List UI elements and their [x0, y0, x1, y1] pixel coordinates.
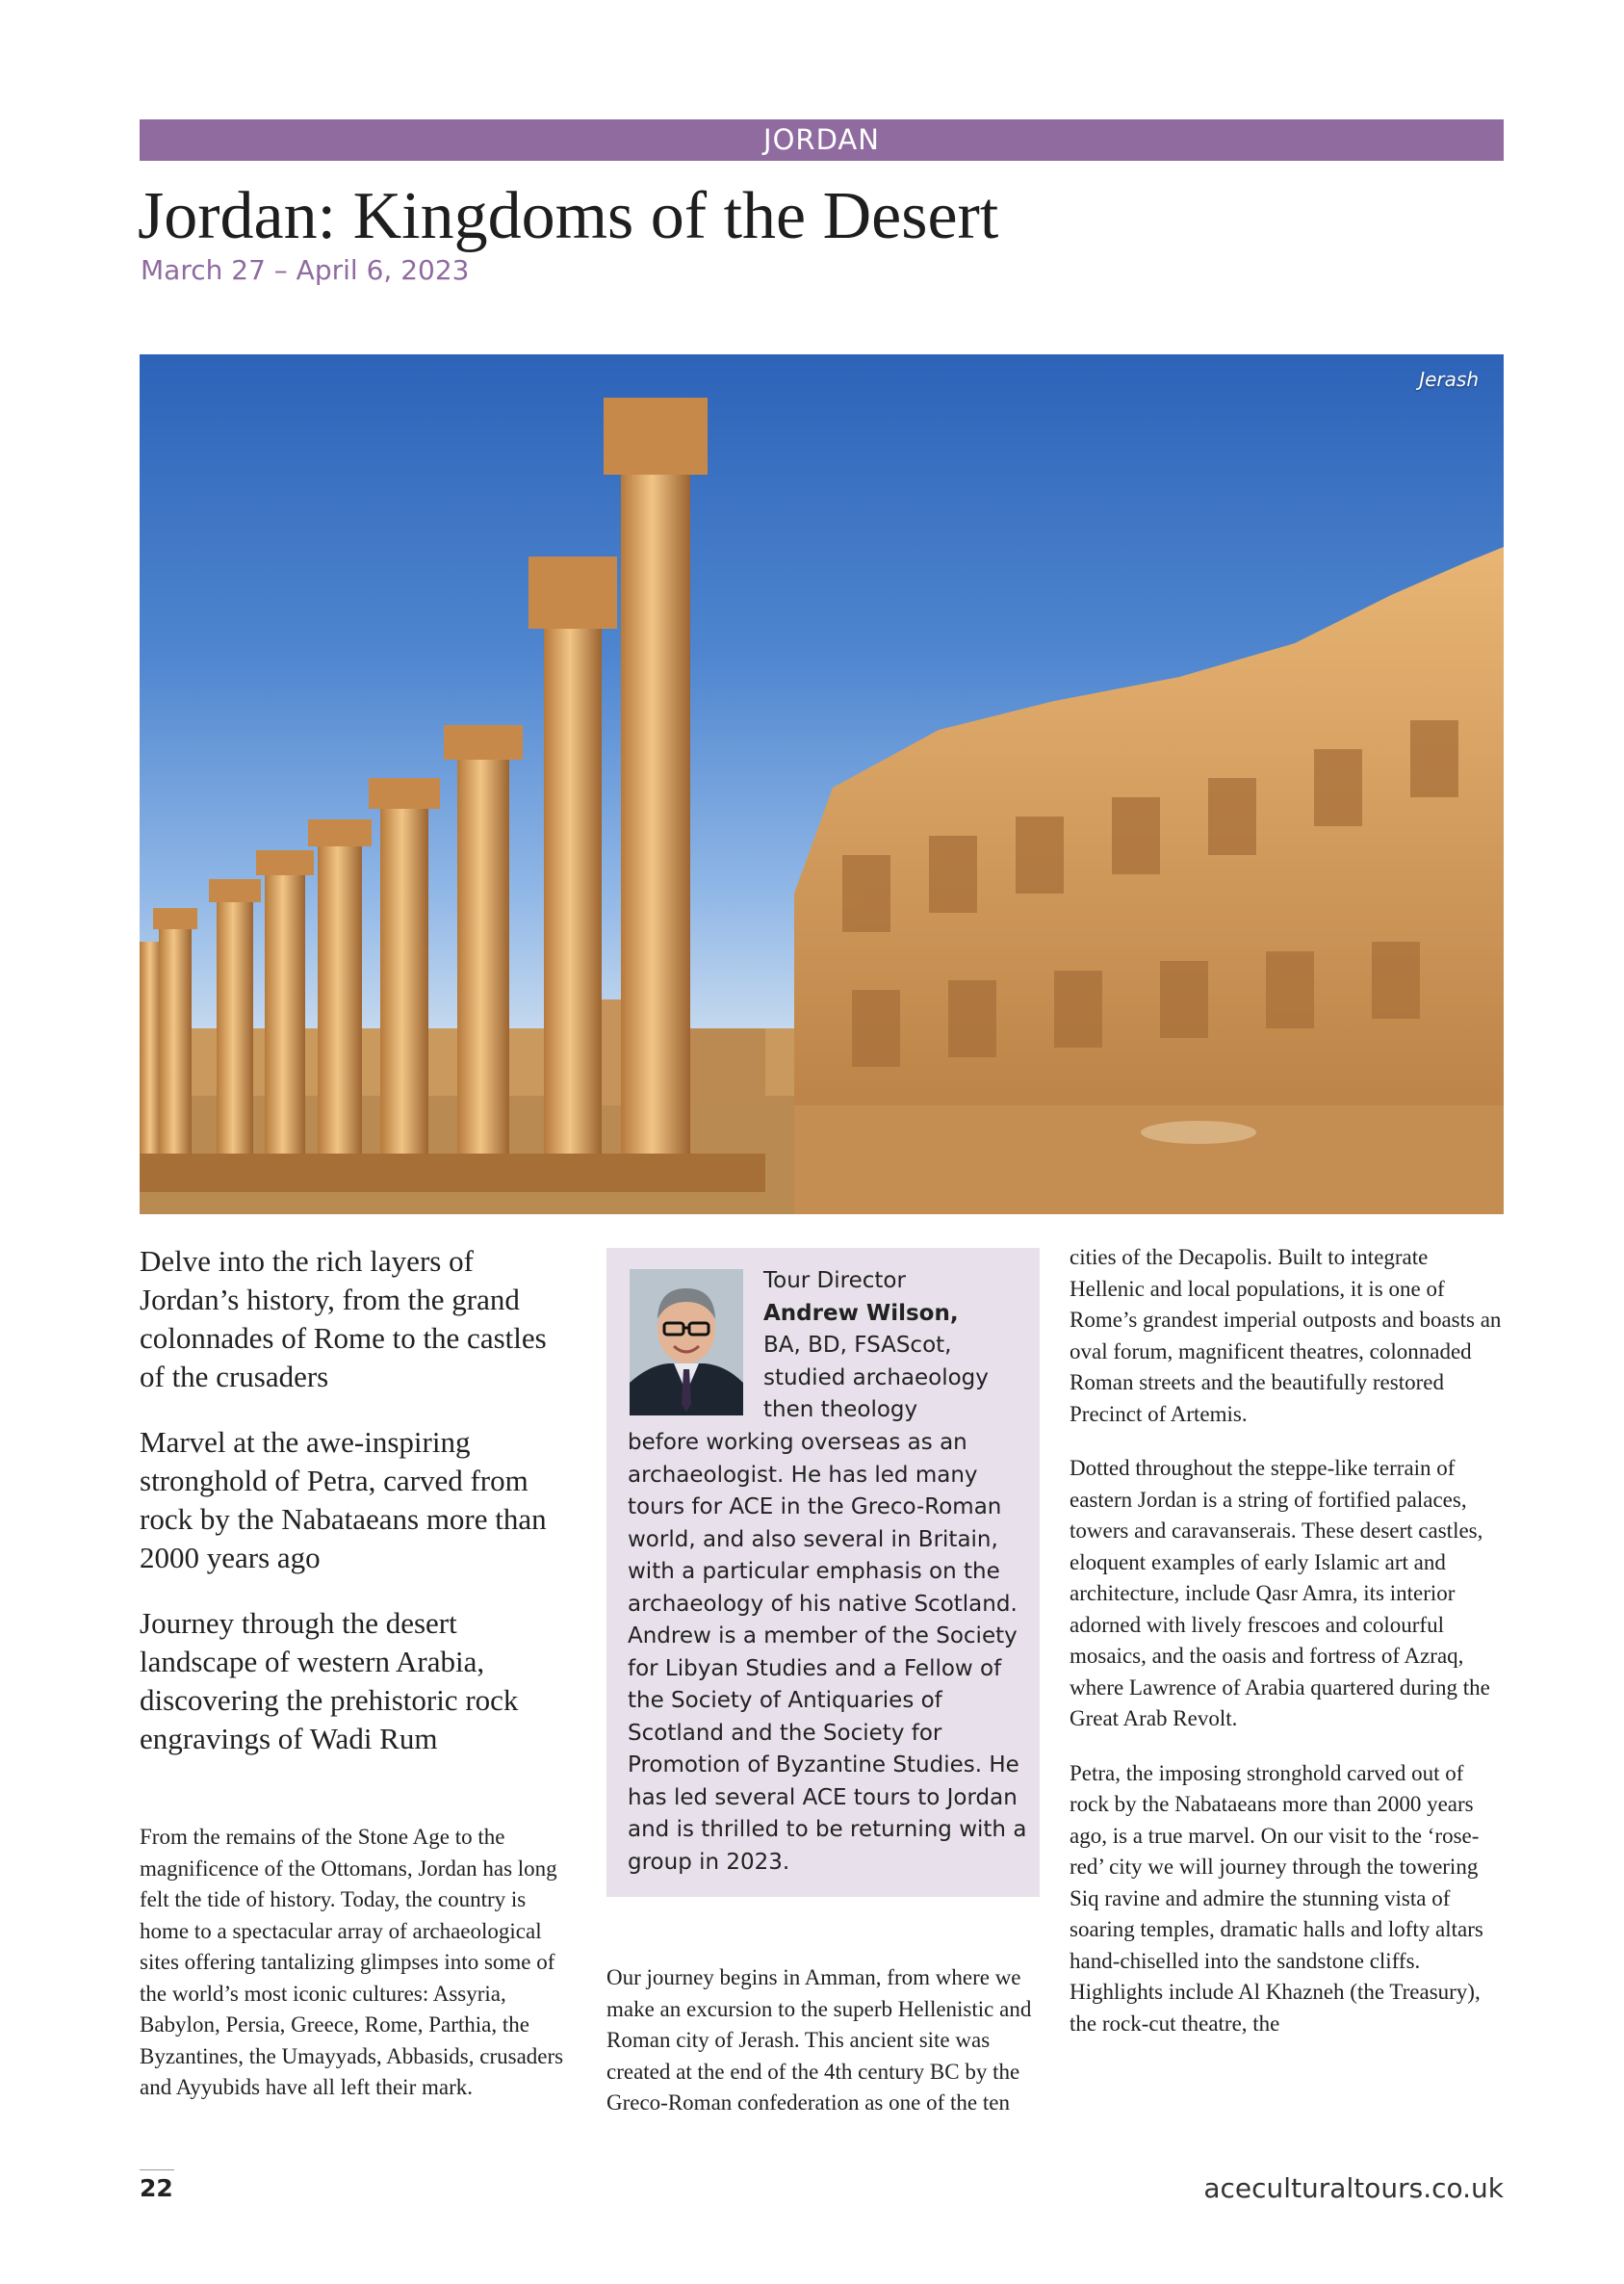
jerash-ruins-illustration — [140, 354, 1504, 1214]
director-line: studied archaeology — [763, 1364, 989, 1390]
highlights — [140, 1242, 578, 1785]
page-title: Jordan: Kingdoms of the Desert — [138, 179, 999, 253]
page-number: 22 — [140, 2174, 173, 2202]
page-number-rule — [140, 2169, 174, 2170]
body-paragraph: Dotted throughout the steppe-like terrain of eastern Jordan is a string of fortified palaces, towers and caravanserais. These desert castles, eloquent examples of early Islamic art and architecture, include Qasr Amra, its interior adorned with lively frescoes and colourful mosaics, and the oasis and fortress of Azraq, where Lawrence of Arabia quartered during the Great Arab Revolt. — [1070, 1456, 1490, 1730]
tour-director-box — [606, 1248, 1040, 1897]
director-name: Andrew Wilson, — [763, 1300, 959, 1326]
photo-caption: Jerash — [1419, 368, 1479, 391]
website-link[interactable]: aceculturaltours.co.uk — [1203, 2172, 1504, 2204]
body-paragraph: cities of the Decapolis. Built to integrate Hellenic and local populations, it is one of Rome’s grandest imperial outposts and boasts an oval forum, magnificent theatres, colonnaded Roman streets and the beautifully restored Precinct of Artemis. — [1070, 1245, 1502, 1426]
director-credentials: BA, BD, FSAScot, — [763, 1333, 952, 1358]
section-banner: JORDAN — [140, 119, 1504, 161]
right-column — [1070, 1242, 1505, 2063]
director-line: then theology — [763, 1397, 918, 1422]
highlight-item: Journey through the desert landscape of western Arabia, discovering the prehistoric rock engravings of Wadi Rum — [140, 1606, 519, 1755]
intro-column — [140, 1822, 578, 2127]
director-role: Tour Director — [763, 1268, 906, 1293]
director-bio: before working overseas as an archaeologist. He has led many tours for ACE in the Greco-Roman world, and also several in Britain, with a particular emphasis on the archaeology of his native Scotland. Andrew is a member of the Society for Libyan Studies and a Fellow of the Society of Antiquaries of Scotland and the Society for Promotion of Byzantine Studies. He has led several ACE tours to Jordan and is thrilled to be returning with a group in 2023. — [628, 1430, 1027, 1875]
highlight-item: Delve into the rich layers of Jordan’s history, from the grand colonnades of Rome to the castles of the crusaders — [140, 1244, 547, 1393]
portrait-image — [630, 1269, 743, 1415]
journey-paragraph: Our journey begins in Amman, from where we make an excursion to the superb Hellenistic and Roman city of Jerash. This ancient site was created at the end of the 4th century BC by the Greco-Roman confederation as one of the ten — [606, 1965, 1032, 2115]
director-portrait — [630, 1269, 743, 1415]
tour-dates: March 27 – April 6, 2023 — [141, 254, 470, 286]
jerash-photo — [140, 354, 1504, 1214]
intro-paragraph: From the remains of the Stone Age to the magnificence of the Ottomans, Jordan has long felt the tide of history. Today, the country is home to a spectacular array of archaeological sites offering tantalizing glimpses into some of the world’s most iconic cultures: Assyria, Babylon, Persia, Greece, Rome, Parthia, the Byzantines, the Umayyads, Abbasids, crusaders and Ayyubids have all left their mark. — [140, 1825, 564, 2099]
highlight-item: Marvel at the awe-inspiring stronghold of Petra, carved from rock by the Nabataeans more than 2000 years ago — [140, 1425, 547, 1574]
director-heading — [763, 1265, 1033, 1427]
body-paragraph: Petra, the imposing stronghold carved out of rock by the Nabataeans more than 2000 years ago, is a true marvel. On our visit to the ‘rose-red’ city we will journey through the towering Siq ravine and admire the stunning vista of soaring temples, dramatic halls and lofty altars hand-chiselled into the sandstone cliffs. Highlights include Al Khazneh (the Treasury), the rock-cut theatre, the — [1070, 1760, 1483, 2036]
journey-column — [606, 1962, 1042, 2142]
